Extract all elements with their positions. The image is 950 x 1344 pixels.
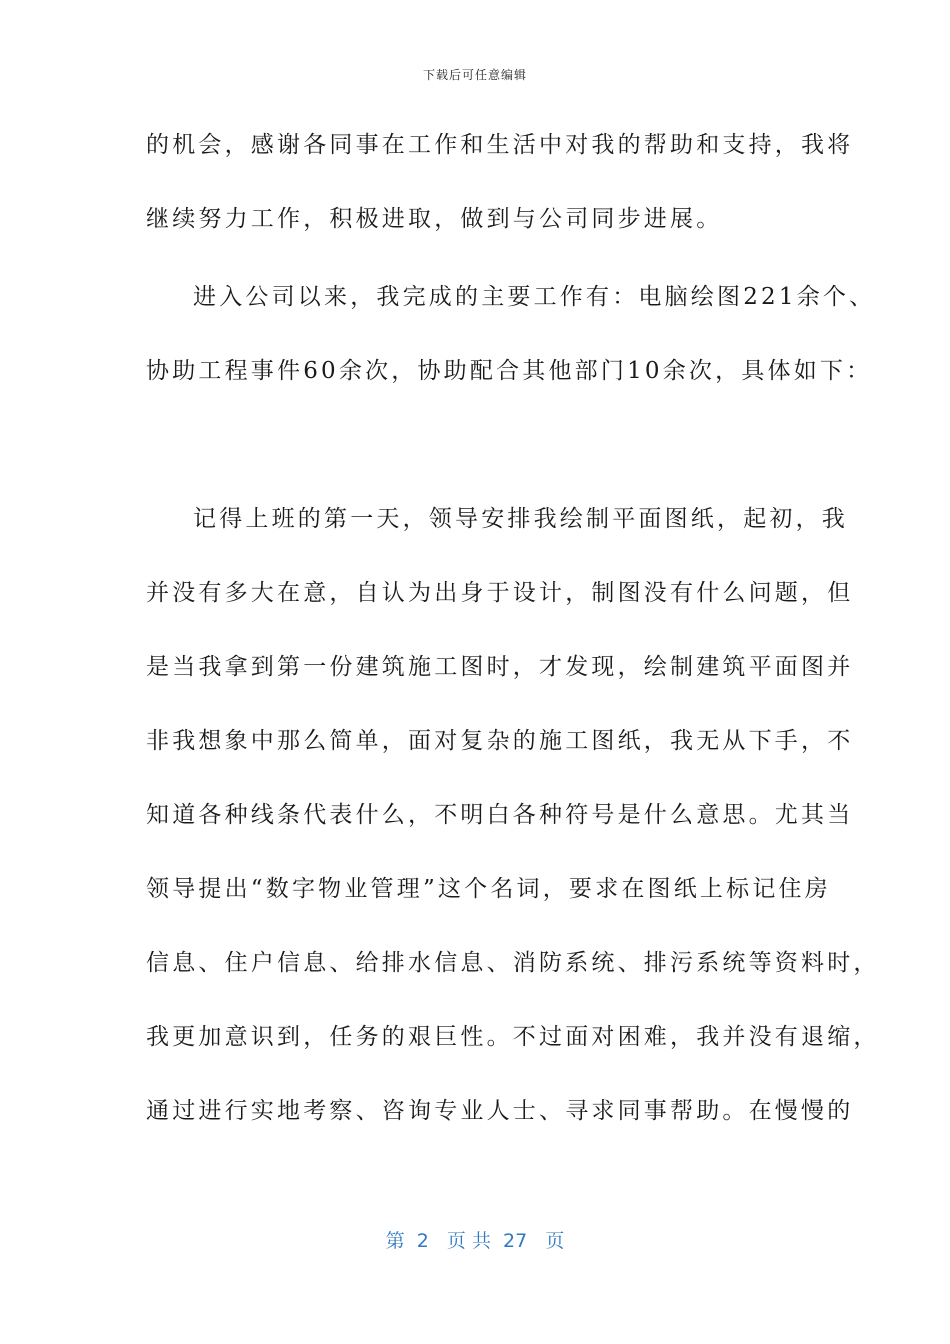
body-line: 信息、住户信息、给排水信息、消防系统、排污系统等资料时， xyxy=(146,950,880,976)
body-line: 并没有多大在意，自认为出身于设计，制图没有什么问题，但 xyxy=(146,580,854,606)
body-line: 协助工程事件60余次，协助配合其他部门10余次，具体如下： xyxy=(146,358,873,384)
body-line: 继续努力工作，积极进取，做到与公司同步进展。 xyxy=(146,206,723,232)
page-number-footer: 第 2 页 共 27 页 xyxy=(385,1230,565,1252)
body-line: 的机会，感谢各同事在工作和生活中对我的帮助和支持，我将 xyxy=(146,132,854,158)
paragraph-start-line: 记得上班的第一天，领导安排我绘制平面图纸，起初，我 xyxy=(193,506,848,532)
body-line: 知道各种线条代表什么，不明白各种符号是什么意思。尤其当 xyxy=(146,802,854,828)
body-line: 领导提出“数字物业管理”这个名词，要求在图纸上标记住房 xyxy=(146,876,831,902)
paragraph-start-line: 进入公司以来，我完成的主要工作有：电脑绘图221余个、 xyxy=(193,284,876,310)
body-line: 我更加意识到，任务的艰巨性。不过面对困难，我并没有退缩， xyxy=(146,1024,880,1050)
body-line: 通过进行实地考察、咨询专业人士、寻求同事帮助。在慢慢的 xyxy=(146,1098,854,1124)
body-line: 是当我拿到第一份建筑施工图时，才发现，绘制建筑平面图并 xyxy=(146,654,854,680)
body-line: 非我想象中那么简单，面对复杂的施工图纸，我无从下手，不 xyxy=(146,728,854,754)
header-note: 下载后可任意编辑 xyxy=(422,68,527,82)
